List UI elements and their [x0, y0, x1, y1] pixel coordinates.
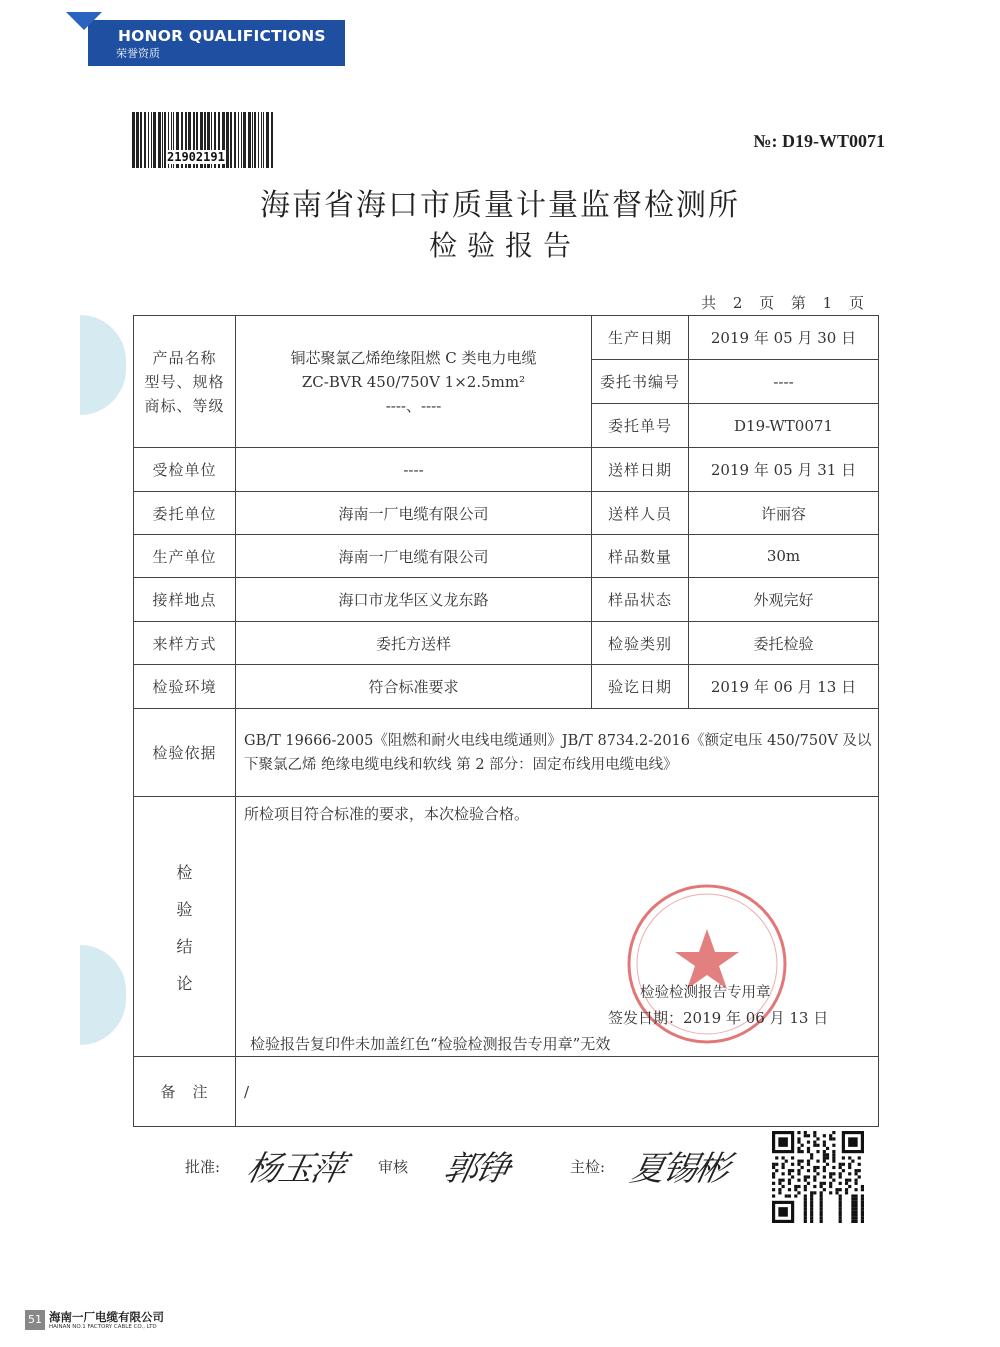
footer-company-en: HAINAN NO.1 FACTORY CABLE CO., LTD — [49, 1324, 157, 1330]
entrust-book-label: 委托书编号 — [592, 360, 689, 404]
finish-date-value: 2019 年 06 月 13 日 — [689, 665, 879, 709]
document-title: 检验报告 — [428, 229, 581, 262]
footer-company-cn: 海南一厂电缆有限公司 — [49, 1310, 164, 1324]
sample-state-value: 外观完好 — [689, 578, 879, 622]
environment-label: 检验环境 — [134, 665, 236, 709]
review-signature: 郭铮 — [440, 1149, 513, 1189]
conclusion-text: 所检项目符合标准的要求，本次检验合格。 — [244, 805, 530, 823]
barcode-number: 21902191 — [167, 150, 225, 164]
page-number: 51 — [25, 1310, 45, 1330]
page-info: 共 2 页 第 1 页 — [701, 294, 870, 312]
quantity-value: 30m — [689, 535, 879, 578]
product-labels: 产品名称 型号、规格 商标、等级 — [134, 316, 236, 448]
client-value: 海南一厂电缆有限公司 — [236, 492, 592, 535]
approve-signature: 杨玉萍 — [243, 1149, 348, 1189]
remark-value: / — [236, 1057, 879, 1127]
inspected-unit-label: 受检单位 — [134, 448, 236, 492]
sender-label: 送样人员 — [592, 492, 689, 535]
producer-label: 生产单位 — [134, 535, 236, 578]
entrust-book-value: ---- — [689, 360, 879, 404]
send-date-value: 2019 年 05 月 31 日 — [689, 448, 879, 492]
inspected-unit-value: ---- — [236, 448, 592, 492]
remark-label: 备 注 — [134, 1057, 236, 1127]
banner-subtitle: 荣誉资质 — [116, 47, 160, 60]
entrust-no-value: D19-WT0071 — [689, 404, 879, 448]
production-date-label: 生产日期 — [592, 316, 689, 360]
review-label: 审核 — [378, 1158, 409, 1176]
institution-name: 海南省海口市质量计量监督检测所 — [260, 188, 740, 223]
sender-value: 许丽容 — [689, 492, 879, 535]
chief-label: 主检: — [570, 1158, 606, 1176]
banner-triangle-icon — [66, 12, 102, 30]
side-seal-top-icon — [80, 315, 126, 415]
production-date-value: 2019 年 05 月 30 日 — [689, 316, 879, 360]
sampling-place-value: 海口市龙华区义龙东路 — [236, 578, 592, 622]
send-date-label: 送样日期 — [592, 448, 689, 492]
sample-state-label: 样品状态 — [592, 578, 689, 622]
seal-caption: 检验检测报告专用章 — [640, 985, 771, 1001]
basis-value: GB/T 19666-2005《阻燃和耐火电线电缆通则》JB/T 8734.2-2016《额定电压 450/750V 及以 下聚氯乙烯 绝缘电缆电线和软线 第 2 部分：固定布线用电缆电线》 — [236, 709, 879, 797]
sampling-place-label: 接样地点 — [134, 578, 236, 622]
approve-label: 批准: — [185, 1158, 221, 1176]
client-label: 委托单位 — [134, 492, 236, 535]
copy-disclaimer: 检验报告复印件未加盖红色“检验检测报告专用章”无效 — [250, 1035, 611, 1053]
inspect-type-label: 检验类别 — [592, 622, 689, 665]
arrival-method-label: 来样方式 — [134, 622, 236, 665]
quantity-label: 样品数量 — [592, 535, 689, 578]
report-table — [133, 315, 879, 1127]
arrival-method-value: 委托方送样 — [236, 622, 592, 665]
banner-title: HONOR QUALIFICTIONS — [118, 27, 326, 45]
conclusion-cell — [236, 797, 879, 1057]
entrust-no-label: 委托单号 — [592, 404, 689, 448]
header-banner — [88, 20, 345, 66]
inspect-type-value: 委托检验 — [689, 622, 879, 665]
basis-label: 检验依据 — [134, 709, 236, 797]
issue-date: 签发日期：2019 年 06 月 13 日 — [608, 1009, 829, 1027]
qr-code-icon[interactable] — [772, 1131, 864, 1223]
producer-value: 海南一厂电缆有限公司 — [236, 535, 592, 578]
report-number: №: D19-WT0071 — [753, 131, 885, 151]
conclusion-label: 检 验 结 论 — [134, 797, 236, 1057]
environment-value: 符合标准要求 — [236, 665, 592, 709]
side-seal-bottom-icon — [80, 945, 126, 1045]
finish-date-label: 验讫日期 — [592, 665, 689, 709]
product-info: 铜芯聚氯乙烯绝缘阻燃 C 类电力电缆 ZC-BVR 450/750V 1×2.5mm² ----、---- — [236, 316, 592, 448]
chief-signature: 夏锡彬 — [627, 1149, 732, 1189]
